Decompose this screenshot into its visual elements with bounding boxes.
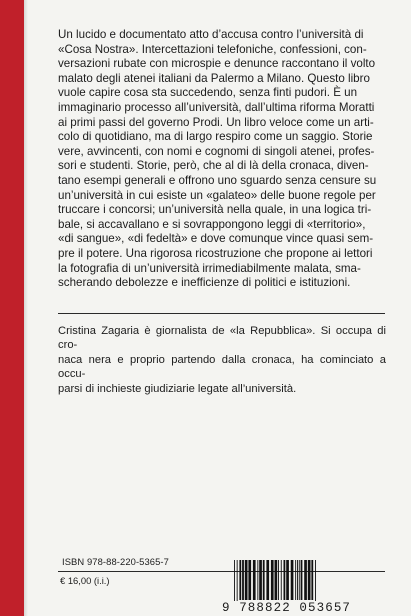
blurb-line: pre il potere. Una rigorosa ricostruzione che propone ai lettori	[58, 246, 373, 260]
blurb-line: Un lucido e documentato atto d’accusa contro l’università di	[58, 28, 364, 41]
barcode-bar	[304, 560, 307, 600]
barcode-bar	[248, 560, 251, 600]
barcode-bar	[239, 560, 241, 600]
barcode-number: 9 788822 053657	[222, 601, 387, 615]
barcode-bar	[297, 560, 298, 600]
blurb-line: la fotografia di un’università irrimediabilmente malata, sma-	[58, 261, 361, 275]
barcode-bar	[315, 560, 316, 604]
barcode-bar	[281, 560, 282, 600]
barcode-bar	[308, 560, 311, 600]
barcode-bar	[284, 560, 286, 600]
blurb-line: scherando debolezze e inefficienze di politici e istituzioni.	[58, 276, 351, 290]
barcode-bar	[263, 560, 265, 600]
blurb-text	[58, 28, 386, 291]
barcode-bar	[266, 560, 269, 600]
barcode-bar	[242, 560, 244, 600]
blurb-line: vuole capire cosa sta succedendo, senza finti pudori. È un	[58, 86, 358, 100]
blurb-line: sori e studenti. Storie, però, che al di là della cronaca, diven-	[58, 159, 369, 173]
blurb-line: colo di quotidiano, ma di largo respiro come un saggio. Storie	[58, 130, 373, 144]
bio-line: Cristina Zagaria è giornalista de «la Repubblica». Si occupa di cro-	[58, 325, 386, 352]
barcode-bar	[234, 560, 235, 604]
barcode-bar	[271, 560, 274, 600]
price-label: € 16,00 (i.i.)	[60, 575, 110, 586]
barcode-bars	[222, 560, 387, 604]
barcode-bar	[291, 560, 294, 600]
blurb-line: bale, si accavallano e si sovrappongono leggi di «territorio»,	[58, 217, 366, 231]
blurb-line: «Cosa Nostra». Intercettazioni telefoniche, confessioni, con-	[58, 42, 367, 56]
barcode-bar	[295, 560, 296, 600]
barcode-bar	[275, 560, 278, 600]
blurb-line: tano esempi generali e offrono uno sguardo senza censure su	[58, 173, 377, 187]
section-divider	[58, 313, 385, 314]
red-spine-band	[0, 0, 24, 616]
barcode-bar	[245, 560, 248, 600]
isbn-label: ISBN 978-88-220-5365-7	[62, 556, 169, 567]
barcode-bar	[278, 560, 279, 600]
barcode-bar	[237, 560, 238, 604]
blurb-line: «di sangue», «di fedeltà» e dove comunque vince quasi sem-	[58, 232, 374, 246]
blurb-line: un’università in cui esiste un «galateo» delle buone regole per	[58, 188, 376, 202]
blurb-line: malato degli atenei italiani da Palermo a Milano. Questo libro	[58, 71, 370, 85]
bio-line: naca nera e proprio partendo dalla cronaca, ha cominciato a occu-	[58, 353, 386, 381]
barcode-bar	[257, 560, 258, 600]
author-bio	[58, 324, 386, 396]
barcode-bar	[311, 560, 313, 600]
blurb-line: versazioni rubate con microspie e denunce raccontano il volto	[58, 57, 376, 71]
barcode-bar	[259, 560, 262, 600]
barcode-bar	[299, 560, 300, 600]
barcode-bar	[286, 560, 289, 600]
barcode-bar	[253, 560, 256, 600]
blurb-line: truccare i concorsi; un’università nella quale, in una logica tri-	[58, 203, 372, 217]
blurb-line: vere, avvincenti, con nomi e cognomi di singoli atenei, profes-	[58, 144, 375, 158]
barcode-bar	[301, 560, 303, 600]
blurb-line: immaginario processo all’università, dall’ultima riforma Moratti	[58, 100, 375, 114]
blurb-line: ai primi passi del governo Prodi. Un libro veloce come un arti-	[58, 115, 374, 129]
bio-line: parsi di inchieste giudiziarie legate all’università.	[58, 382, 297, 395]
